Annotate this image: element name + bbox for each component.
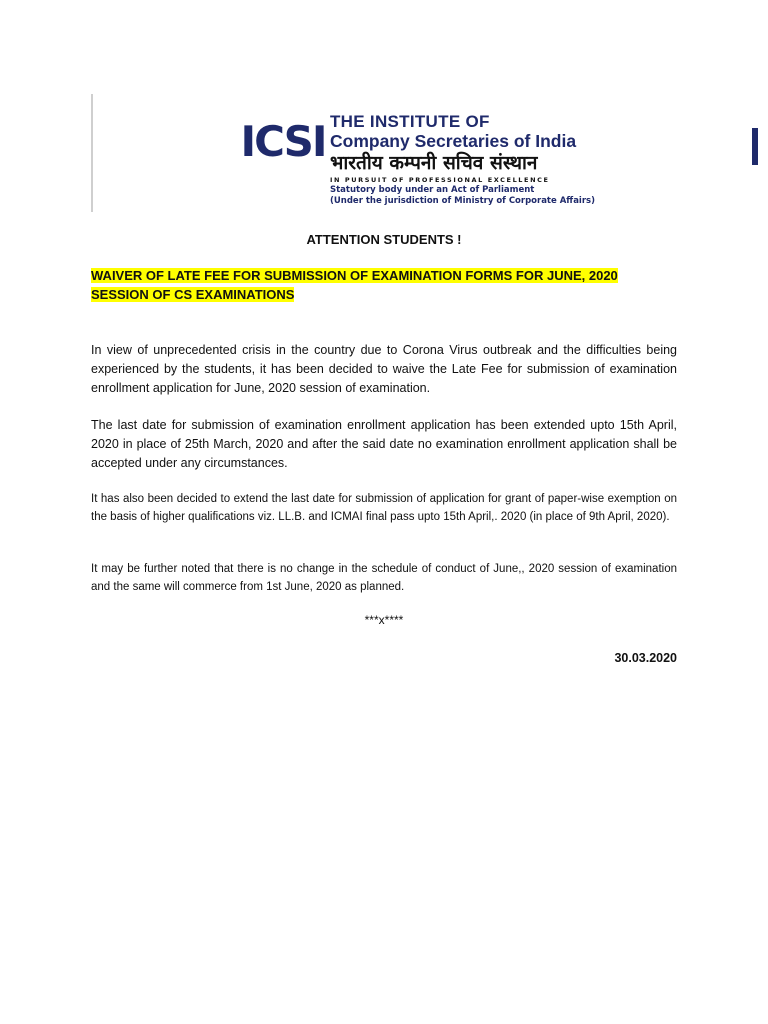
paragraph-2: The last date for submission of examination enrollment application has been extended upto 15th April, 2020 in place of 25th March, 2020 and after the said date no examination enrollment application shall be accepted under any circumstances. <box>91 418 677 470</box>
paragraph-1: In view of unprecedented crisis in the country due to Corona Virus outbreak and the difficulties being experienced by the students, it has been decided to waive the Late Fee for submission of examination enrollment application for June, 2020 session of examination. <box>91 343 677 395</box>
scan-edge-mark <box>752 128 758 165</box>
org-name-hindi: भारतीय कम्पनी सचिव संस्थान <box>330 152 538 174</box>
paragraph-3: It has also been decided to extend the last date for submission of application for grant of paper-wise exemption on the basis of higher qualifications viz. LL.B. and ICMAI final pass upto 15th April,. 2020 (in place of 9th April, 2020). <box>91 493 677 523</box>
notice-date: 30.03.2020 <box>614 651 677 665</box>
icsi-logo <box>240 116 326 166</box>
logo-text: ICSI <box>240 117 326 166</box>
icsi-logo-graphic <box>240 116 326 166</box>
org-name-line2: Company Secretaries of India <box>330 131 577 151</box>
org-tagline: IN PURSUIT OF PROFESSIONAL EXCELLENCE <box>330 176 550 184</box>
notice-subject <box>91 266 677 304</box>
scan-edge-line <box>91 94 93 212</box>
letterhead <box>240 112 616 212</box>
attention-heading: ATTENTION STUDENTS ! <box>306 232 462 247</box>
statutory-line: Statutory body under an Act of Parliament <box>330 185 535 195</box>
paragraph-4: It may be further noted that there is no change in the schedule of conduct of June,, 2020 session of examination and the same will commerce from 1st June, 2020 as planned. <box>91 563 677 593</box>
jurisdiction-line: (Under the jurisdiction of Ministry of Corporate Affairs) <box>330 196 595 206</box>
org-name-block <box>330 112 620 207</box>
org-name-line1: THE INSTITUTE OF <box>330 112 490 131</box>
end-separator: ***x**** <box>364 613 404 627</box>
notice-subject-text: WAIVER OF LATE FEE FOR SUBMISSION OF EXAMINATION FORMS FOR JUNE, 2020 SESSION OF CS EXAMINATIONS <box>91 268 618 302</box>
